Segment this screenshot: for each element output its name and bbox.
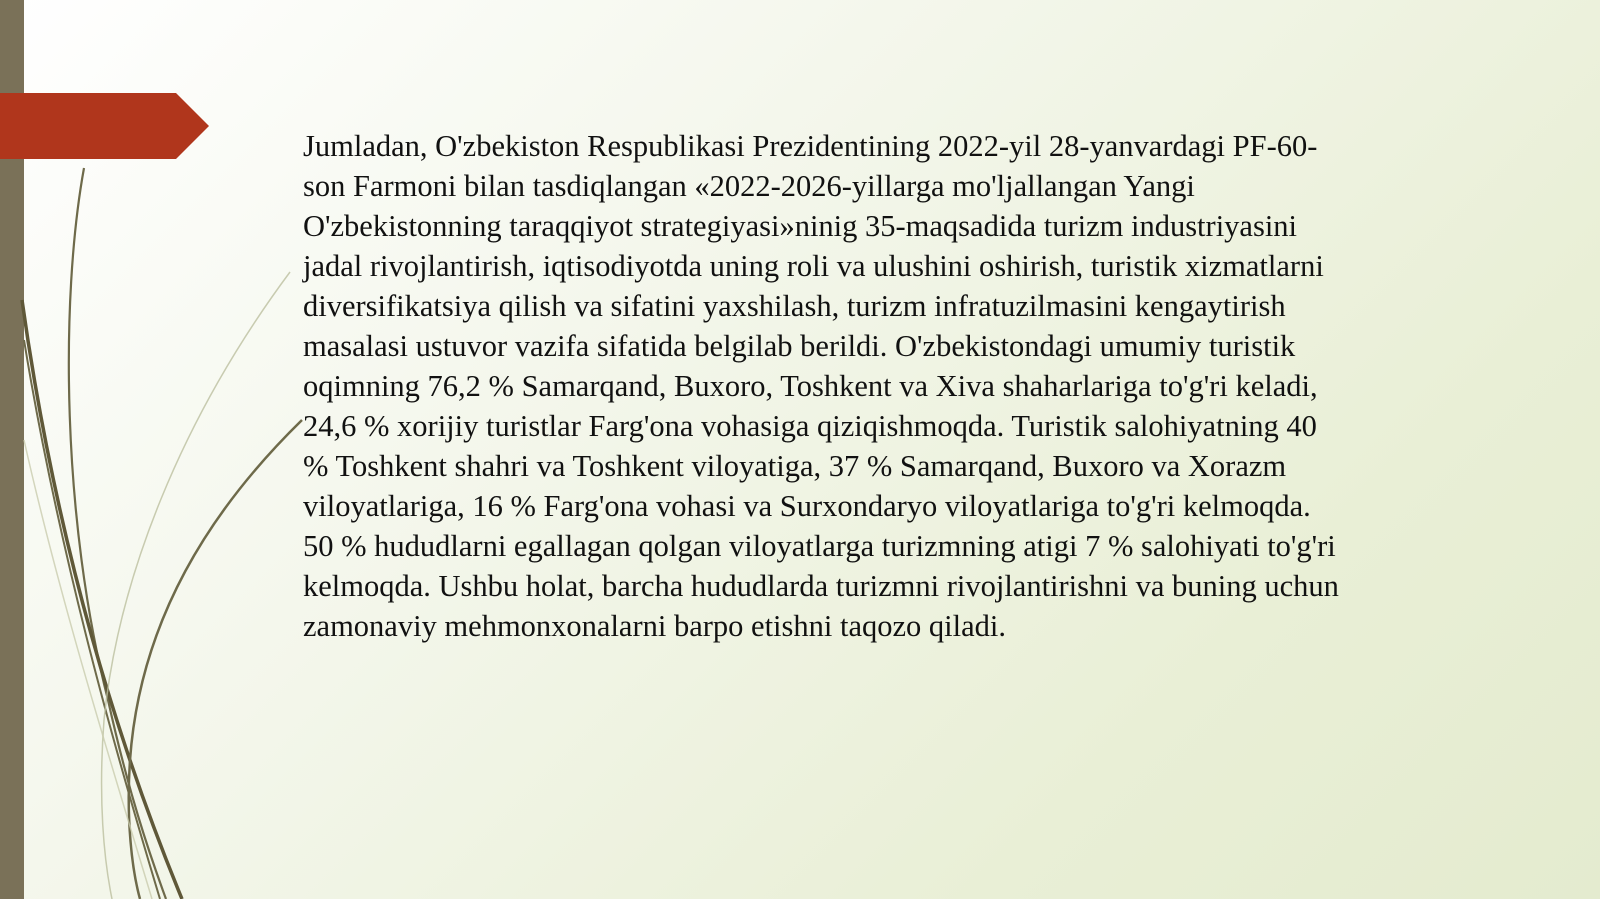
red-arrow-banner <box>0 93 209 159</box>
curve-stroke-6 <box>24 440 152 899</box>
curve-stroke-1 <box>69 168 166 899</box>
curve-stroke-3 <box>24 340 160 899</box>
body-paragraph: Jumladan, O'zbekiston Respublikasi Prezidentining 2022-yil 28-yanvardagi PF-60-son Farmoni bilan tasdiqlangan «2022-2026-yillarga mo'ljallangan Yangi O'zbekistonning taraqqiyot strategiyasi»ninig 35-maqsadida turizm industriyasini jadal rivojlantirish, iqtisodiyotda uning roli va ulushini oshirish, turistik xizmatlarni diversifikatsiya qilish va sifatini yaxshilash, turizm infratuzilmasini kengaytirish masalasi ustuvor vazifa sifatida belgilab berildi. O'zbekistondagi umumiy turistik oqimning 76,2 % Samarqand, Buxoro, Toshkent va Xiva shaharlariga to'g'ri keladi, 24,6 % xorijiy turistlar Farg'ona vohasiga qiziqishmoqda. Turistik salohiyatning 40 % Toshkent shahri va Toshkent viloyatiga, 37 % Samarqand, Buxoro va Xorazm viloyatlariga, 16 % Farg'ona vohasi va Surxondaryo viloyatlariga to'g'ri kelmoqda. 50 % hududlarni egallagan qolgan viloyatlarga turizmning atigi 7 % salohiyati to'g'ri kelmoqda. Ushbu holat, barcha hududlarda turizmni rivojlantirishni va buning uchun zamonaviy mehmonxonalarni barpo etishni taqozo qiladi. <box>303 129 1339 643</box>
slide-body <box>303 126 1343 646</box>
